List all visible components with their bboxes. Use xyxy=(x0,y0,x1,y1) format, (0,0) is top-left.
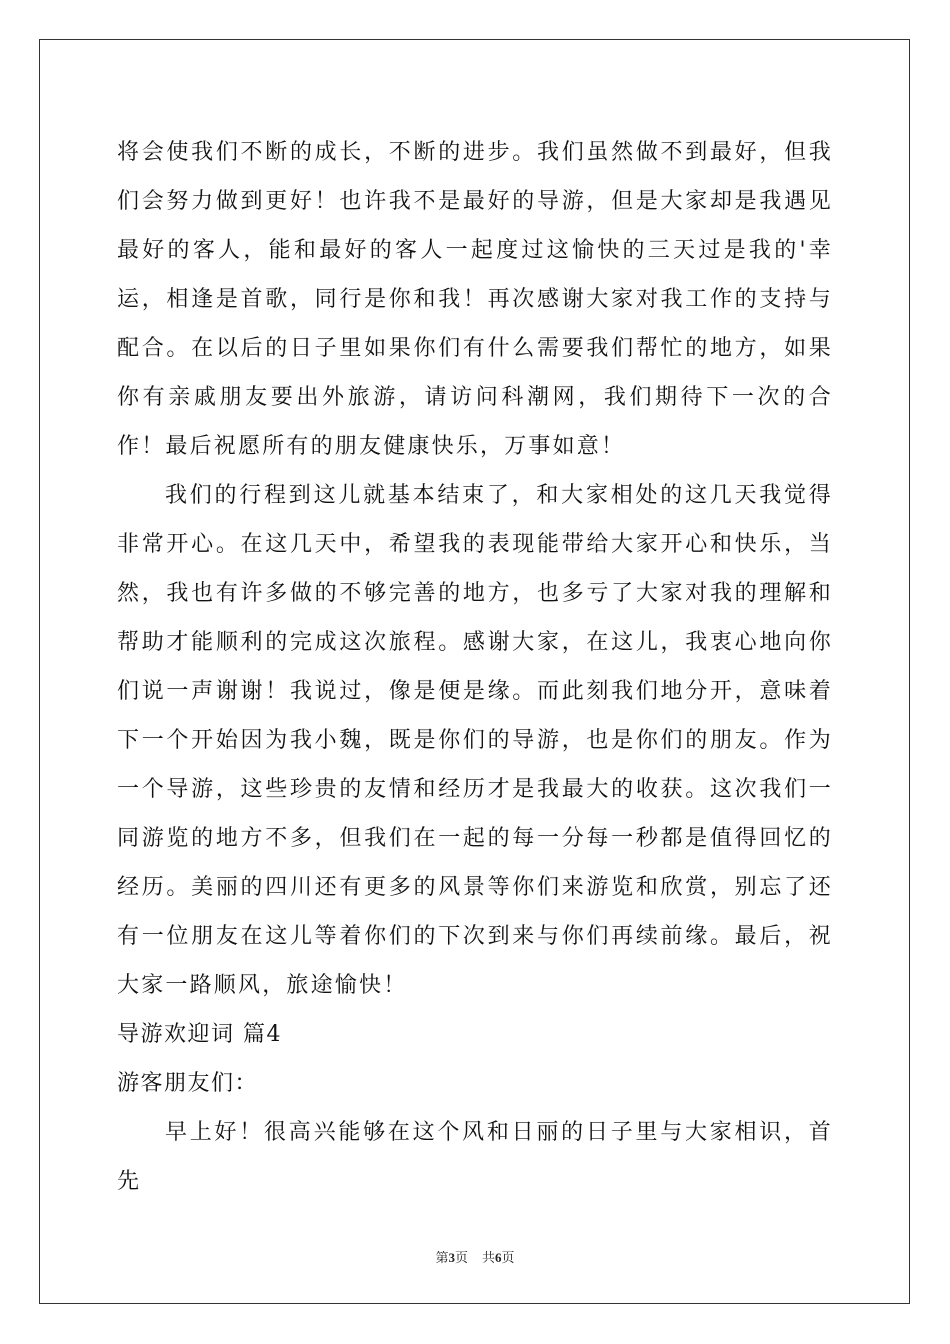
page-suffix: 页 xyxy=(454,1250,468,1265)
paragraph-closing-remarks: 我们的行程到这儿就基本结束了，和大家相处的这几天我觉得非常开心。在这几天中，希望我的表现能带给大家开心和快乐，当然，我也有许多做的不够完善的地方，也多亏了大家对我的理解和帮助才能顺利的完成这次旅程。感谢大家，在这儿，我衷心地向你们说一声谢谢！我说过，像是便是缘。而此刻我们地分开，意味着下一个开始因为我小魏，既是你们的导游，也是你们的朋友。作为一个导游，这些珍贵的友情和经历才是我最大的收获。这次我们一同游览的地方不多，但我们在一起的每一分每一秒都是值得回忆的经历。美丽的四川还有更多的风景等你们来游览和欣赏，别忘了还有一位朋友在这儿等着你们的下次到来与你们再续前缘。最后，祝大家一路顺风，旅途愉快！ xyxy=(117,483,833,998)
paragraph-welcome-start: 早上好！很高兴能够在这个风和日丽的日子里与大家相识，首先 xyxy=(117,1120,833,1194)
total-prefix: 共 xyxy=(482,1250,496,1265)
paragraph-continued: 将会使我们不断的成长，不断的进步。我们虽然做不到最好，但我们会努力做到更好！也许我不是最好的导游，但是大家却是我遇见最好的客人，能和最好的客人一起度过这愉快的三天过是我的'幸运，相逢是首歌，同行是你和我！再次感谢大家对我工作的支持与配合。在以后的日子里如果你们有什么需要我们帮忙的地方，如果你有亲戚朋友要出外旅游，请访问科潮网，我们期待下一次的合作！最后祝愿所有的朋友健康快乐，万事如意！ xyxy=(117,140,833,459)
total-suffix: 页 xyxy=(501,1250,515,1265)
page-prefix: 第 xyxy=(435,1250,449,1265)
page-number-current: 3 xyxy=(448,1250,455,1265)
page-footer xyxy=(0,1247,950,1266)
section-heading: 导游欢迎词 篇4 xyxy=(117,1022,282,1047)
document-body xyxy=(117,128,833,1206)
greeting-line: 游客朋友们： xyxy=(117,1071,259,1096)
page-number-total: 6 xyxy=(495,1250,502,1265)
